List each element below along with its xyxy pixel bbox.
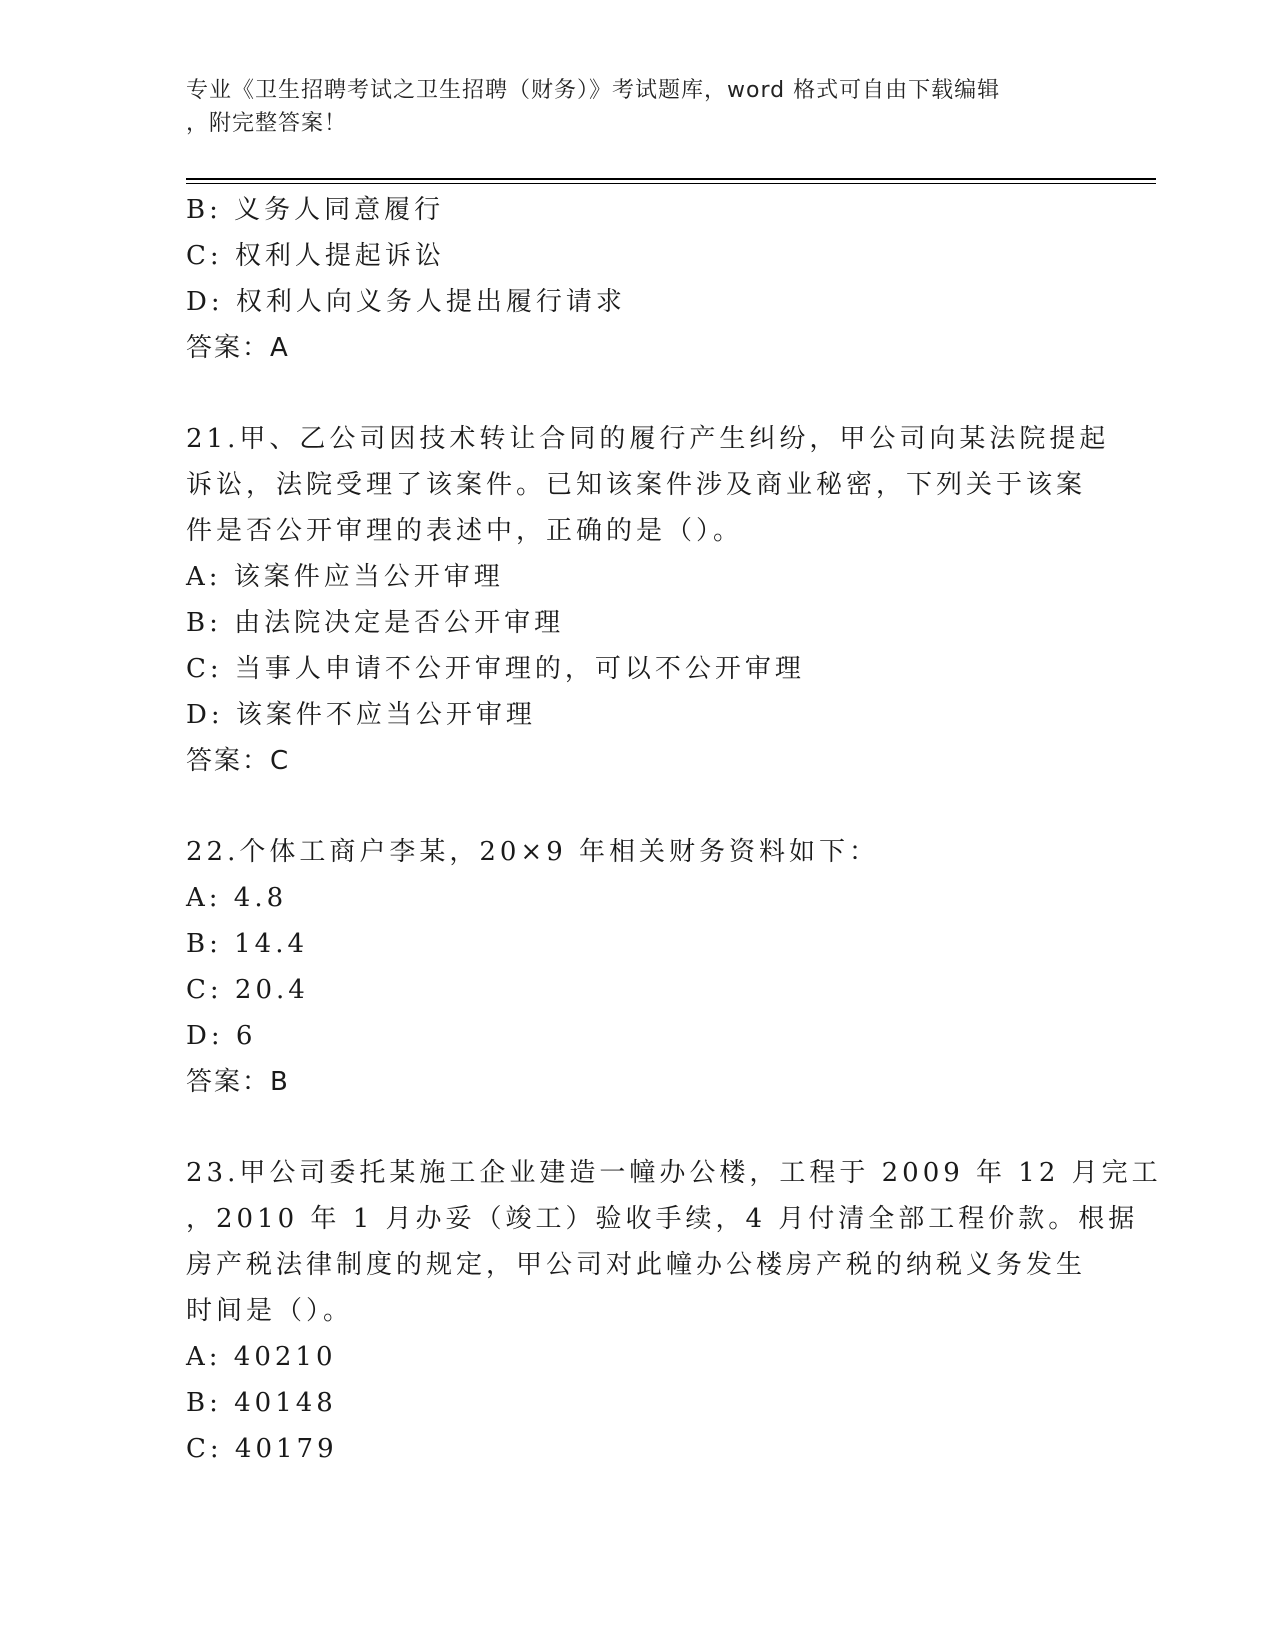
q23-stem-line: ，2010 年 1 月办妥（竣工）验收手续，4 月付清全部工程价款。根据 [186,1204,1139,1234]
q23-option-c: C: 40179 [186,1434,338,1464]
question-23-block [186,1150,1162,1472]
q21-stem-line: 件是否公开审理的表述中，正确的是（）。 [186,516,744,546]
header-divider-thin [186,183,1156,184]
q20-option-c: C: 权利人提起诉讼 [186,241,445,271]
q22-option-a: A: 4.8 [186,883,288,913]
q21-stem-line: 21.甲、乙公司因技术转让合同的履行产生纠纷，甲公司向某法院提起 [186,424,1110,454]
q21-option-d: D: 该案件不应当公开审理 [186,700,536,730]
q20-answer: 答案：A [186,333,290,363]
q22-option-b: B: 14.4 [186,929,309,959]
question-21-block [186,416,1110,784]
q23-option-a: A: 40210 [186,1342,337,1372]
q21-stem-line: 诉讼，法院受理了该案件。已知该案件涉及商业秘密，下列关于该案 [186,470,1087,500]
q23-option-b: B: 40148 [186,1388,337,1418]
question-content [186,187,1162,1472]
question-20-block [186,187,1086,371]
q23-stem-line: 时间是（）。 [186,1296,354,1326]
page-header [186,74,1086,140]
q21-option-a: A: 该案件应当公开审理 [186,562,504,592]
q21-option-b: B: 由法院决定是否公开审理 [186,608,565,638]
q23-stem-line: 23.甲公司委托某施工企业建造一幢办公楼，工程于 2009 年 12 月完工 [186,1158,1162,1188]
header-title-line1: 专业《卫生招聘考试之卫生招聘（财务）》考试题库，word 格式可自由下载编辑 [186,78,1001,103]
header-divider-thick [186,178,1156,180]
q22-option-d: D: 6 [186,1021,257,1051]
q22-stem: 22.个体工商户李某，20×9 年相关财务资料如下： [186,837,880,867]
question-22-block [186,829,1086,1105]
q22-option-c: C: 20.4 [186,975,309,1005]
q20-option-d: D: 权利人向义务人提出履行请求 [186,287,626,317]
header-title-line2: ，附完整答案！ [186,111,348,136]
q21-option-c: C: 当事人申请不公开审理的，可以不公开审理 [186,654,805,684]
q20-option-b: B: 义务人同意履行 [186,195,445,225]
q23-stem-line: 房产税法律制度的规定，甲公司对此幢办公楼房产税的纳税义务发生 [186,1250,1087,1280]
q22-answer: 答案：B [186,1067,290,1097]
q21-answer: 答案：C [186,746,291,776]
